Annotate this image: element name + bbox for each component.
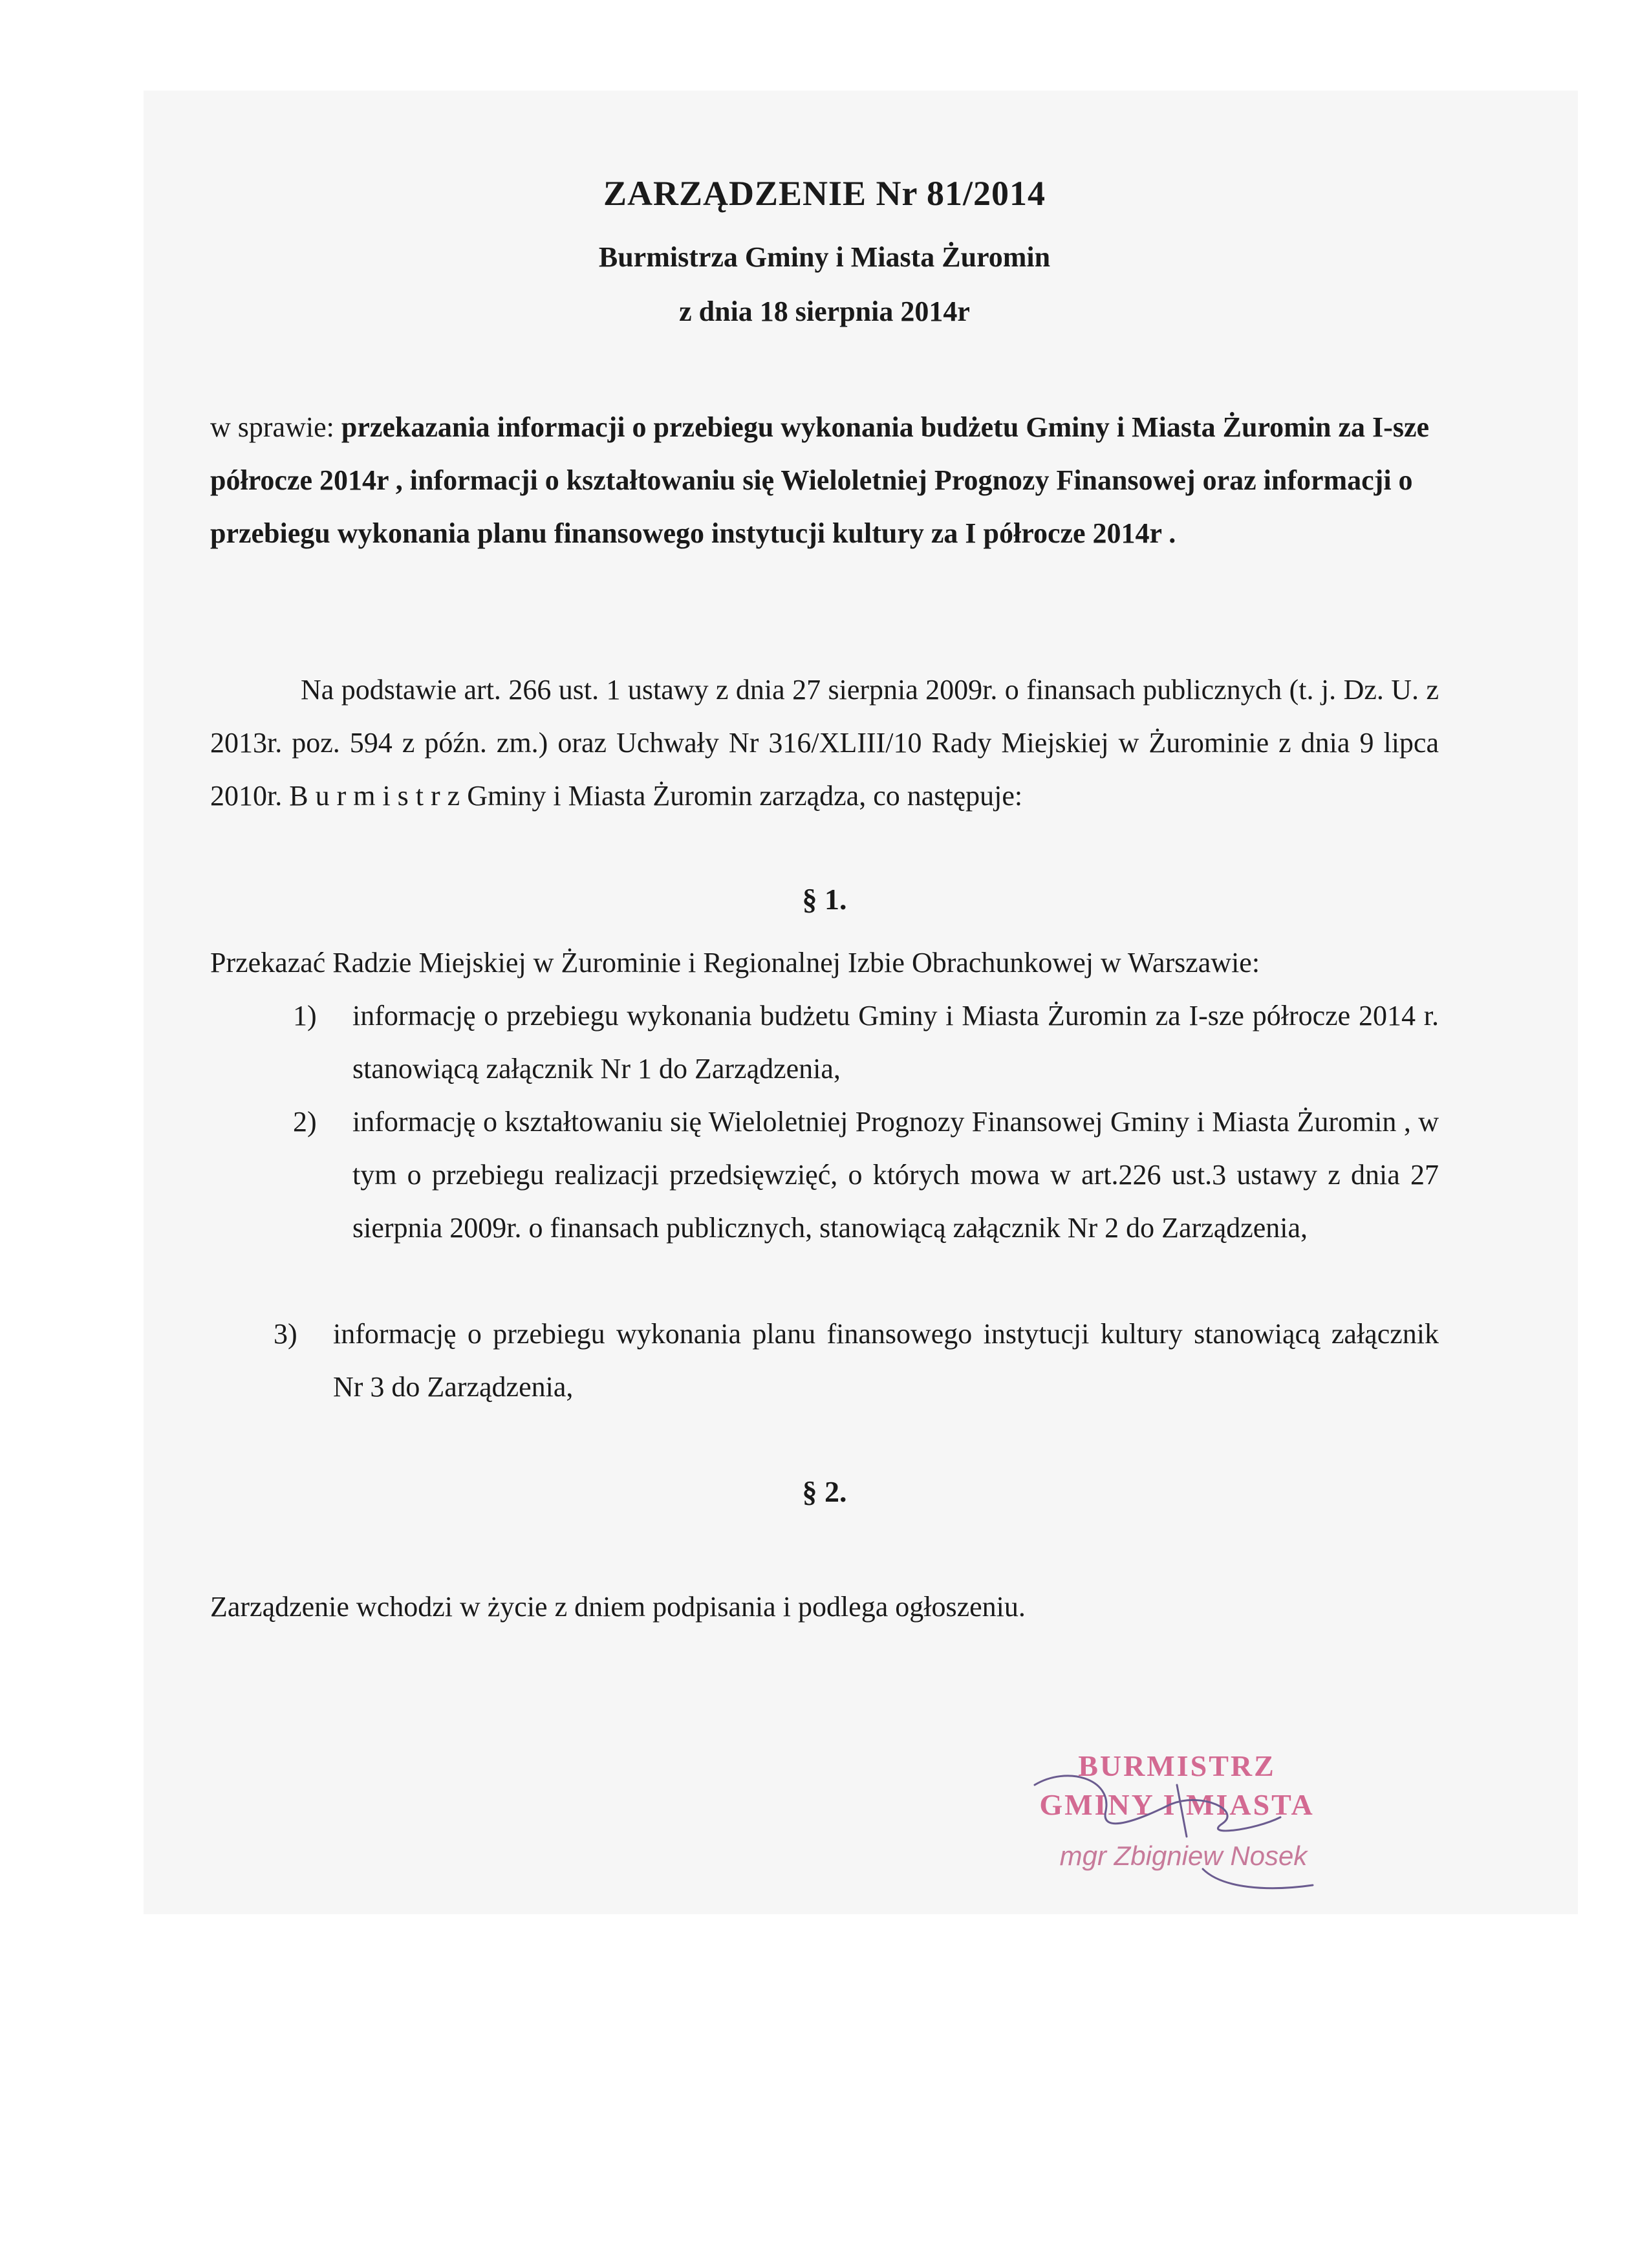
subject-prefix: w sprawie: — [210, 411, 334, 443]
list-item-number: 2) — [293, 1106, 317, 1138]
subject-block — [210, 401, 1452, 560]
section-1-lead: Przekazać Radzie Miejskiej w Żurominie i Regionalnej Izbie Obrachunkowej w Warszawie: — [210, 947, 1260, 978]
document-date: z dnia 18 sierpnia 2014r — [679, 296, 970, 327]
legal-basis-paragraph: Na podstawie art. 266 ust. 1 ustawy z dnia 27 sierpnia 2009r. o finansach publicznych (t. j. Dz. U. z 2013r. poz. 594 z późn. zm.) oraz Uchwały Nr 316/XLIII/10 Rady Miejskiej w Żurominie z dnia 9 lipca 2010r. B u r m i s t r z Gminy i Miasta Żuromin zarządza, co następuje: — [210, 674, 1439, 812]
subject-text: przekazania informacji o przebiegu wykonania budżetu Gminy i Miasta Żuromin za I-sze półrocze 2014r , informacji o kształtowaniu się Wieloletniej Prognozy Finansowej oraz informacji o przebiegu wykonania planu finansowego instytucji kultury za I półrocze 2014r . — [210, 411, 1430, 549]
list-item-number: 1) — [293, 1000, 317, 1031]
section-1-heading: § 1. — [802, 883, 847, 916]
list-item-text: informację o przebiegu wykonania budżetu Gminy i Miasta Żuromin za I-sze półrocze 2014 r. stanowiącą załącznik Nr 1 do Zarządzenia, — [352, 1000, 1439, 1085]
list-item-number: 3) — [274, 1318, 297, 1350]
list-item-text: informację o kształtowaniu się Wieloletniej Prognozy Finansowej Gminy i Miasta Żuromin , w tym o przebiegu realizacji przedsięwzięć, o których mowa w art.226 ust.3 ustawy z dnia 27 sierpnia 2009r. o finansach publicznych, stanowiącą załącznik Nr 2 do Zarządzenia, — [352, 1106, 1439, 1244]
stamp-name: mgr Zbigniew Nosek — [1059, 1841, 1308, 1871]
stamp-office: GMINY I MIASTA — [1039, 1788, 1315, 1821]
list-item — [293, 1096, 1439, 1255]
document-title: ZARZĄDZENIE Nr 81/2014 — [603, 174, 1046, 213]
list-item-text: informację o przebiegu wykonania planu finansowego instytucji kultury stanowiącą załącznik Nr 3 do Zarządzenia, — [333, 1318, 1439, 1403]
handwritten-signature — [1009, 1740, 1345, 1908]
section-2-text: Zarządzenie wchodzi w życie z dniem podpisania i podlega ogłoszeniu. — [210, 1591, 1026, 1623]
document-issuer: Burmistrza Gminy i Miasta Żuromin — [598, 241, 1051, 273]
official-stamp — [1009, 1740, 1345, 1908]
section-2-heading: § 2. — [802, 1475, 847, 1508]
stamp-title: BURMISTRZ — [1078, 1749, 1276, 1782]
list-item — [293, 989, 1439, 1096]
list-item — [274, 1308, 1439, 1414]
